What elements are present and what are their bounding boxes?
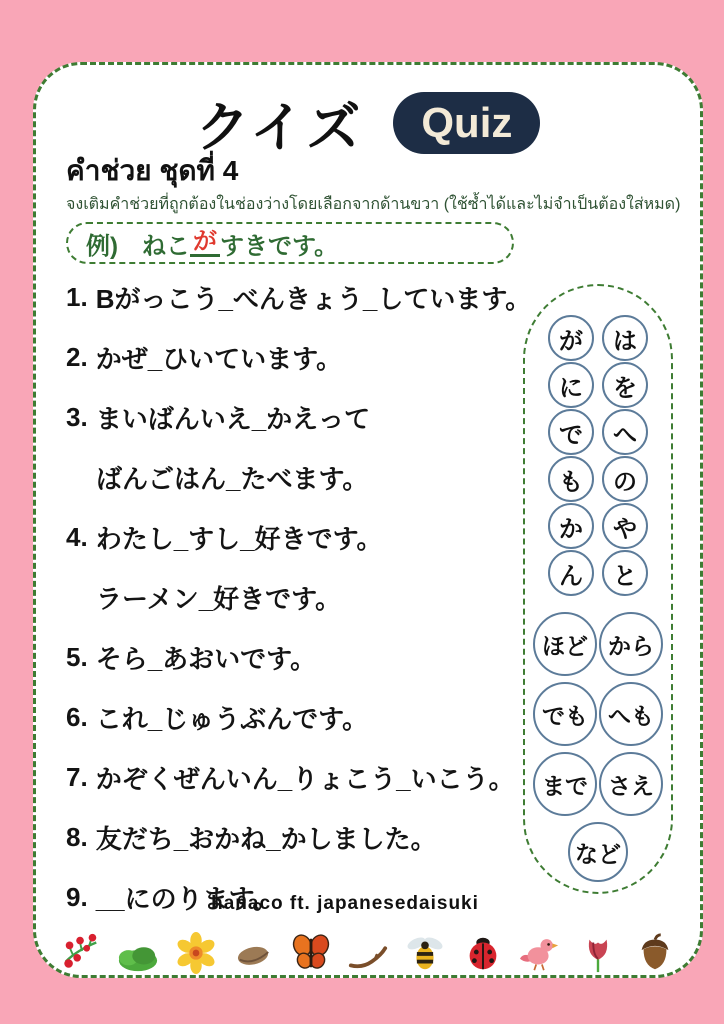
question-line [66,387,524,447]
example-after-text: すきです。 [220,232,339,260]
tulip-icon [577,931,619,975]
particle-option[interactable]: や [602,503,648,549]
acorn-icon [634,931,676,975]
particle-option[interactable]: が [548,315,594,361]
question-text: __にのります。 [95,883,279,914]
particle-option[interactable]: か [548,503,594,549]
question-number: 4. [66,521,88,552]
decorative-icon-row [60,923,676,975]
particle-option[interactable]: で [548,409,594,455]
particle-option[interactable]: でも [533,682,597,746]
bush-icon [117,931,159,975]
question-number: 1. [66,281,88,312]
bank-row [548,362,648,408]
instruction-text: จงเติมคำช่วยที่ถูกต้องในช่องว่างโดยเลือกจากด้านขวา (ใช้ซ้ำได้และไม่จำเป็นต้องใส่หมด) [66,196,681,213]
quiz-badge: Quiz [393,92,540,154]
question-line [66,687,524,747]
twig-icon [347,931,389,975]
question-text: まいばんいえ_かえって [95,403,371,434]
berries-icon [60,931,102,975]
bank-row [533,752,663,816]
particle-option[interactable]: へも [599,682,663,746]
question-line [66,267,532,327]
question-text: そら_あおいです。 [95,643,317,674]
quiz-title-japanese: クイズ [195,97,364,158]
question-text: わたし_すし_好きです。 [95,523,383,554]
question-line-continuation [66,567,524,627]
question-text: ラーメン_好きです。 [96,583,342,614]
daffodil-icon [175,931,217,975]
question-number: 8. [66,821,88,852]
example-particle: が [190,229,220,257]
bank-row [568,822,628,882]
particle-option[interactable]: も [548,456,594,502]
question-number: 3. [66,401,88,432]
question-text: 友だち_おかね_かしました。 [95,823,437,854]
question-number: 6. [66,701,88,732]
bird-icon [519,931,561,975]
question-text: これ_じゅうぶんです。 [95,703,369,734]
question-line [66,507,524,567]
question-line [66,747,524,807]
particle-option[interactable]: に [548,362,594,408]
question-line-continuation [66,447,524,507]
seed-icon [232,931,274,975]
title-row [36,91,700,158]
example-label: 例) [86,232,118,260]
particle-option[interactable]: は [602,315,648,361]
bank-row [533,682,663,746]
particle-bank [523,284,673,894]
question-line [66,627,524,687]
bank-row [548,550,648,596]
particle-option[interactable]: へ [602,409,648,455]
bank-row [533,612,663,676]
particle-option[interactable]: の [602,456,648,502]
worksheet-card [33,62,703,978]
particle-option[interactable]: など [568,822,628,882]
bee-icon [404,931,446,975]
question-number: 7. [66,761,88,792]
example-before-text: ねこ [142,232,190,260]
question-number: 9. [66,881,88,912]
question-text: ばんごはん_たべます。 [96,463,369,494]
question-number: 2. [66,341,88,372]
question-list [66,267,532,927]
bank-row [548,456,648,502]
particle-option[interactable]: さえ [599,752,663,816]
subtitle-thai: คำช่วย ชุดที่ 4 [66,155,239,186]
bank-row [548,315,648,361]
particle-option[interactable]: から [599,612,663,676]
credit-text: hanaco ft. japanesedaisuki [211,893,479,914]
question-text: かぜ_ひいています。 [95,343,343,374]
question-text: かぞくぜんいん_りょこう_いこう。 [95,763,515,794]
ladybug-icon [462,931,504,975]
particle-option[interactable]: まで [533,752,597,816]
butterfly-icon [290,931,332,975]
example-box [66,222,514,264]
question-number: 5. [66,641,88,672]
particle-option[interactable]: を [602,362,648,408]
particle-option[interactable]: と [602,550,648,596]
bank-row [548,409,648,455]
bank-row [548,503,648,549]
question-line [66,807,524,867]
question-line [66,327,524,387]
question-text: Bがっこう_べんきょう_しています。 [95,283,532,314]
particle-option[interactable]: ん [548,550,594,596]
particle-option[interactable]: ほど [533,612,597,676]
